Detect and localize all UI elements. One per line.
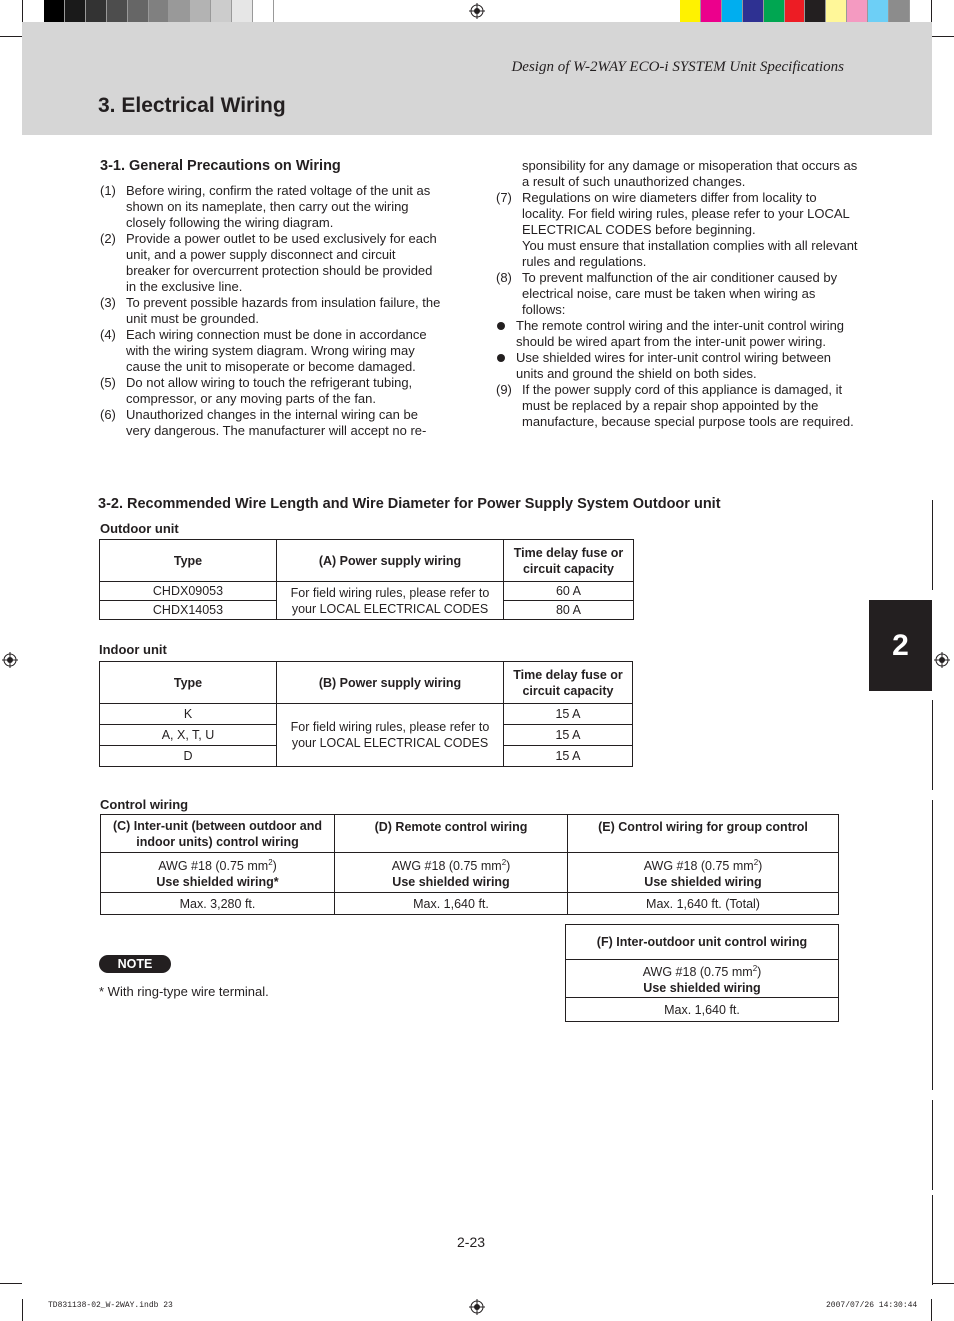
shield-note: Use shielded wiring [644, 875, 762, 890]
color-swatch [889, 0, 910, 22]
grayscale-swatch [65, 0, 86, 22]
list-item-continuation [496, 158, 858, 190]
color-swatch [826, 0, 847, 22]
table-label: Control wiring [100, 797, 189, 812]
table-row [101, 853, 839, 893]
table-header: Time delay fuse or circuit capacity [504, 662, 633, 704]
shield-note: Use shielded wiring [392, 875, 510, 890]
list-item [496, 382, 858, 430]
table-cell: 80 A [504, 601, 634, 620]
item-text: Before wiring, confirm the rated voltage of the unit as shown on its nameplate, then carry out the wiring closely following the wiring diagram. [126, 183, 431, 230]
paren-close: ) [758, 859, 763, 874]
paren-close: ) [272, 859, 277, 874]
list-item [100, 327, 442, 375]
table-label: Outdoor unit [100, 521, 179, 536]
table-cell: 15 A [504, 704, 633, 725]
table-header: Type [100, 662, 277, 704]
list-item [496, 190, 858, 270]
registration-mark-icon [469, 1299, 485, 1315]
shield-note: Use shielded wiring* [156, 875, 279, 890]
precautions-right-column [496, 158, 858, 430]
list-item [100, 183, 442, 231]
color-swatch [701, 0, 722, 22]
table-header: (B) Power supply wiring [277, 662, 504, 704]
table-cell: 60 A [504, 582, 634, 601]
table-cell: D [100, 746, 277, 767]
page-number: 2-23 [457, 1234, 486, 1250]
footer-file-info: TD831138-02_W-2WAY.indb 23 [48, 1301, 173, 1310]
superscript: 2 [268, 857, 273, 867]
crop-mark [931, 0, 932, 22]
item-text: To prevent malfunction of the air conditioner caused by electrical noise, care must be taken when wiring as follows: [522, 270, 838, 317]
table-cell: For field wiring rules, please refer to your LOCAL ELECTRICAL CODES [277, 582, 504, 620]
table-header: (F) Inter-outdoor unit control wiring [566, 925, 839, 960]
precautions-left-column [100, 183, 442, 439]
color-bar [680, 0, 910, 22]
indoor-unit-table [99, 661, 633, 767]
item-text: Each wiring connection must be done in accordance with the wiring system diagram. Wrong wiring may cause the unit to misoperate or become damaged. [126, 327, 427, 374]
color-swatch [785, 0, 806, 22]
footer-timestamp: 2007/07/26 14:30:44 [826, 1301, 918, 1310]
bullet-item [496, 318, 858, 350]
header-band [22, 22, 932, 135]
bullet-text: Use shielded wires for inter-unit control wiring between units and ground the shield on both sides. [516, 350, 832, 381]
table-cell: 15 A [504, 725, 633, 746]
paren-close: ) [757, 965, 762, 980]
table-cell: Max. 3,280 ft. [101, 893, 335, 915]
table-cell [335, 853, 568, 893]
item-text: Regulations on wire diameters differ from locality to locality. For field wiring rules, please refer to your LOCAL ELECTRICAL CODES before beginning. [522, 190, 850, 237]
list-item [100, 407, 442, 439]
bleed-line [932, 700, 933, 790]
item-number: (5) [100, 375, 116, 390]
note-badge: NOTE [99, 955, 171, 973]
table-cell [566, 960, 839, 998]
table-row [566, 998, 839, 1022]
registration-mark-icon [934, 652, 950, 668]
item-number: (7) [496, 190, 512, 205]
color-swatch [764, 0, 785, 22]
item-number: (1) [100, 183, 116, 198]
item-text: Unauthorized changes in the internal wiring can be very dangerous. The manufacturer will accept no re- [126, 407, 427, 438]
control-wiring-table [100, 814, 839, 915]
bleed-line [932, 1100, 933, 1190]
table-cell: CHDX14053 [100, 601, 277, 620]
table-row [100, 582, 634, 601]
bullet-text: The remote control wiring and the inter-unit control wiring should be wired apart from the inter-unit power wiring. [516, 318, 845, 349]
superscript: 2 [501, 857, 507, 867]
table-row [566, 960, 839, 998]
table-header: (C) Inter-unit (between outdoor and indoor units) control wiring [101, 815, 335, 853]
table-cell [101, 853, 335, 893]
item-number: (2) [100, 231, 116, 246]
table-cell: Max. 1,640 ft. [335, 893, 568, 915]
chapter-tab: 2 [869, 600, 932, 691]
page-title: 3. Electrical Wiring [98, 94, 286, 117]
wire-gauge: AWG #18 (0.75 mm [642, 965, 753, 980]
item-number: (6) [100, 407, 116, 422]
list-item [100, 375, 442, 407]
bleed-line [932, 800, 933, 1090]
color-swatch [722, 0, 743, 22]
table-header: (A) Power supply wiring [277, 540, 504, 582]
wire-gauge: AWG #18 (0.75 mm [391, 859, 502, 874]
section-heading: 3-1. General Precautions on Wiring [100, 158, 341, 174]
table-cell: K [100, 704, 277, 725]
crop-mark [0, 36, 22, 37]
running-header: Design of W-2WAY ECO-i SYSTEM Unit Specifications [511, 59, 844, 75]
crop-mark [931, 1299, 932, 1321]
crop-mark [932, 1283, 954, 1284]
table-cell: CHDX09053 [100, 582, 277, 601]
grayscale-swatch [190, 0, 211, 22]
outdoor-unit-table [99, 539, 634, 620]
item-number: (8) [496, 270, 512, 285]
shield-note: Use shielded wiring [643, 981, 761, 996]
table-cell: Max. 1,640 ft. (Total) [568, 893, 839, 915]
color-swatch [847, 0, 868, 22]
bullet-icon [497, 354, 505, 362]
color-swatch [743, 0, 764, 22]
registration-mark-icon [469, 3, 485, 19]
grayscale-bar [44, 0, 274, 22]
grayscale-swatch [253, 0, 274, 22]
list-item [100, 231, 442, 295]
table-cell [568, 853, 839, 893]
item-text: Do not allow wiring to touch the refrigerant tubing, compressor, or any moving parts of the fan. [126, 375, 413, 406]
table-header: (E) Control wiring for group control [568, 815, 839, 853]
crop-mark [22, 0, 23, 22]
color-swatch [805, 0, 826, 22]
wire-gauge: AWG #18 (0.75 mm [158, 859, 269, 874]
color-swatch [680, 0, 701, 22]
superscript: 2 [752, 964, 758, 973]
table-header: Time delay fuse or circuit capacity [504, 540, 634, 582]
bleed-line [932, 1195, 933, 1285]
table-row [100, 704, 633, 725]
item-text: sponsibility for any damage or misoperation that occurs as a result of such unauthorized changes. [522, 158, 858, 189]
superscript: 2 [753, 857, 759, 867]
crop-mark [932, 36, 954, 37]
list-item [496, 270, 858, 318]
grayscale-swatch [128, 0, 149, 22]
item-number: (3) [100, 295, 116, 310]
crop-mark [22, 1299, 23, 1321]
table-cell: Max. 1,640 ft. [566, 998, 839, 1022]
grayscale-swatch [44, 0, 65, 22]
table-header: (D) Remote control wiring [335, 815, 568, 853]
paren-close: ) [506, 859, 511, 874]
item-text: If the power supply cord of this appliance is damaged, it must be replaced by a repair shop appointed by the manufacture, because special purpose tools are required. [522, 382, 854, 429]
color-swatch [868, 0, 889, 22]
note-text: * With ring-type wire terminal. [99, 984, 269, 999]
table-header: Type [100, 540, 277, 582]
section-heading: 3-2. Recommended Wire Length and Wire Diameter for Power Supply System Outdoor unit [98, 496, 721, 512]
item-text: You must ensure that installation complies with all relevant rules and regulations. [522, 238, 858, 269]
registration-mark-icon [2, 652, 18, 668]
table-cell: For field wiring rules, please refer to your LOCAL ELECTRICAL CODES [277, 704, 504, 767]
item-number: (4) [100, 327, 116, 342]
wire-gauge: AWG #18 (0.75 mm [643, 859, 754, 874]
table-cell: 15 A [504, 746, 633, 767]
table-row [101, 893, 839, 915]
grayscale-swatch [149, 0, 170, 22]
item-number: (9) [496, 382, 512, 397]
bullet-item [496, 350, 858, 382]
grayscale-swatch [169, 0, 190, 22]
table-label: Indoor unit [99, 642, 167, 657]
bullet-icon [497, 322, 505, 330]
table-cell: A, X, T, U [100, 725, 277, 746]
list-item [100, 295, 442, 327]
grayscale-swatch [107, 0, 128, 22]
grayscale-swatch [86, 0, 107, 22]
inter-outdoor-wiring-table [565, 924, 839, 1022]
grayscale-swatch [211, 0, 232, 22]
crop-mark [0, 1283, 22, 1284]
bleed-line [932, 500, 933, 590]
grayscale-swatch [232, 0, 253, 22]
item-text: To prevent possible hazards from insulation failure, the unit must be grounded. [126, 295, 441, 326]
item-text: Provide a power outlet to be used exclusively for each unit, and a power supply disconnect and circuit breaker for overcurrent protection should be provided in the exclusive line. [126, 231, 437, 294]
